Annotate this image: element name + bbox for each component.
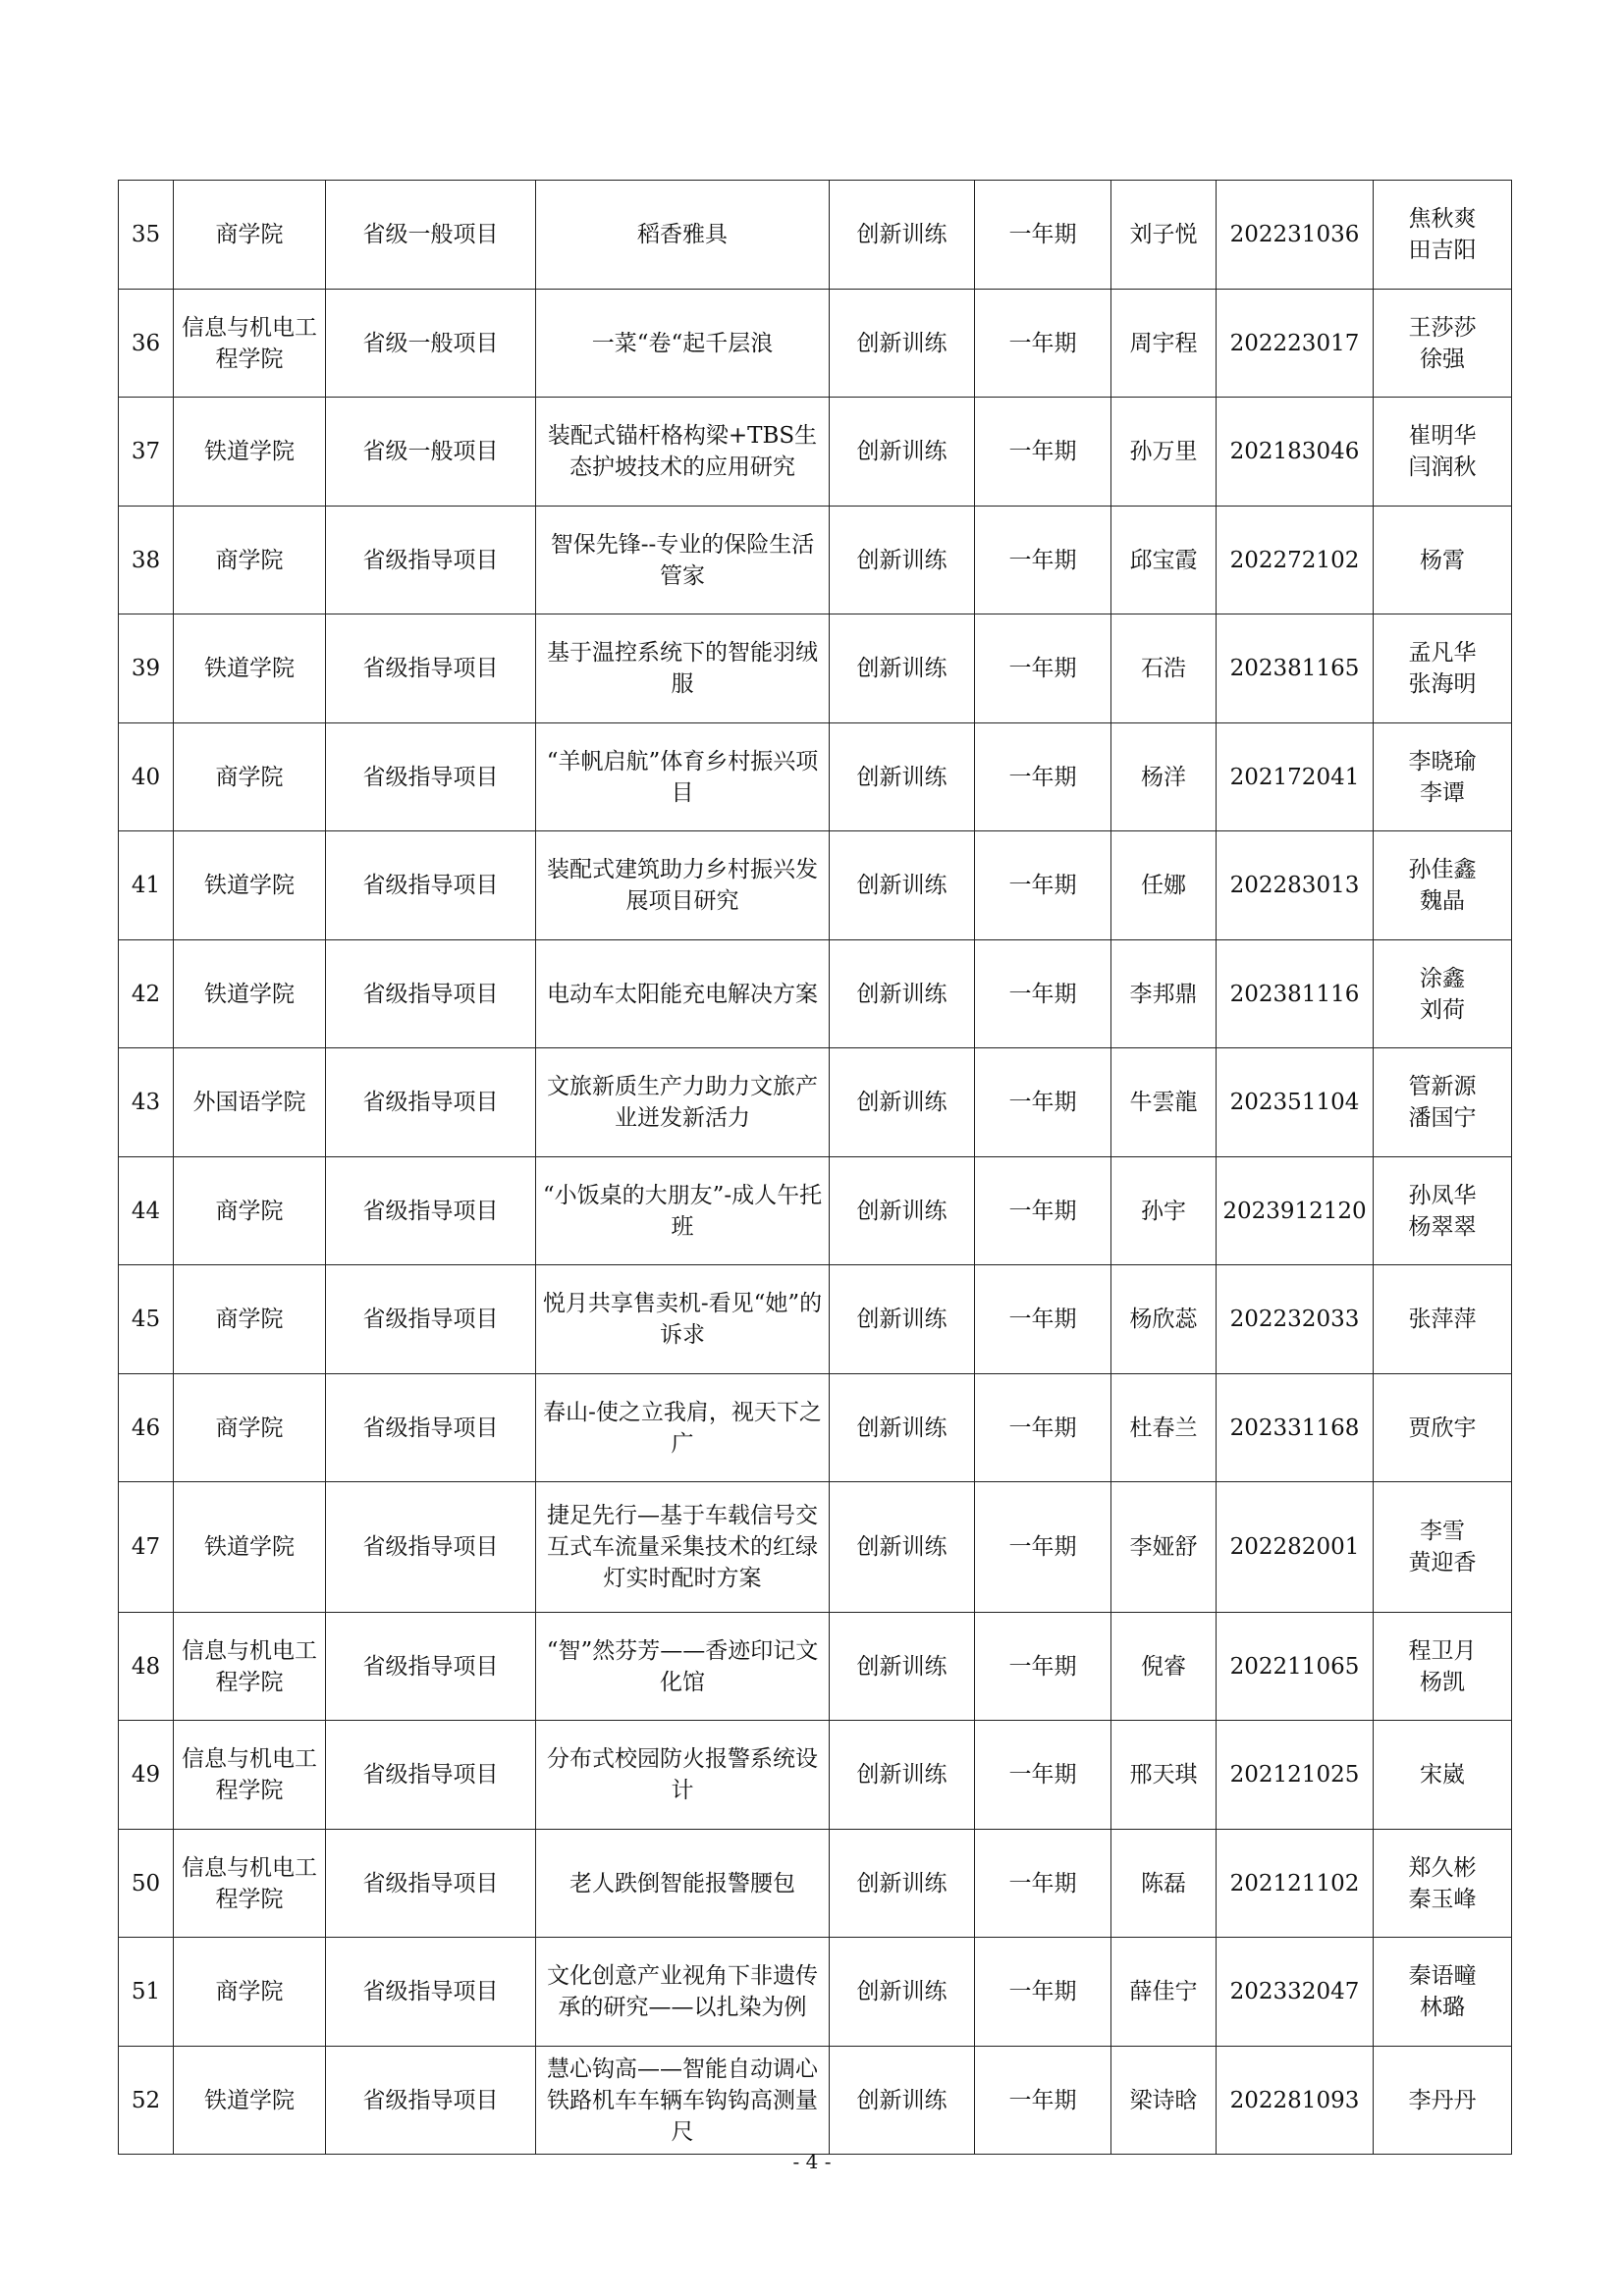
advisor-name: 孙佳鑫 (1408, 857, 1477, 882)
advisors-cell (1374, 1048, 1512, 1157)
advisor-name: 张萍萍 (1408, 1307, 1477, 1332)
project-type-cell: 创新训练 (830, 181, 975, 290)
advisor-name: 程卫月 (1408, 1637, 1477, 1664)
project-level-cell: 省级指导项目 (326, 723, 536, 831)
student-id-cell: 202183046 (1217, 398, 1374, 507)
project-name-cell: 稻香雅具 (536, 181, 830, 290)
project-level-cell: 省级指导项目 (326, 1830, 536, 1938)
project-type-cell: 创新训练 (830, 1613, 975, 1721)
project-type-cell: 创新训练 (830, 614, 975, 723)
leader-name-cell: 陈磊 (1111, 1830, 1217, 1938)
college-cell: 铁道学院 (174, 2047, 326, 2155)
student-id-cell: 202281093 (1217, 2047, 1374, 2155)
project-number-cell: 50 (119, 1830, 174, 1938)
project-type-cell: 创新训练 (830, 1482, 975, 1613)
advisor-name: 涂鑫 (1420, 965, 1465, 991)
project-number-cell: 47 (119, 1482, 174, 1613)
advisors-cell (1374, 507, 1512, 614)
project-level-cell: 省级指导项目 (326, 1374, 536, 1482)
project-type-cell: 创新训练 (830, 1830, 975, 1938)
student-id-cell: 202223017 (1217, 290, 1374, 398)
project-type-cell: 创新训练 (830, 507, 975, 614)
advisor-name: 杨凯 (1420, 1669, 1465, 1695)
college-cell: 外国语学院 (174, 1048, 326, 1157)
project-period-cell: 一年期 (975, 1048, 1111, 1157)
project-number-cell: 42 (119, 940, 174, 1048)
advisors-cell (1374, 940, 1512, 1048)
project-level-cell: 省级指导项目 (326, 1938, 536, 2047)
leader-name-cell: 李娅舒 (1111, 1482, 1217, 1613)
table-row (119, 614, 1512, 723)
project-level-cell: 省级指导项目 (326, 1482, 536, 1613)
project-period-cell: 一年期 (975, 507, 1111, 614)
project-period-cell: 一年期 (975, 1265, 1111, 1374)
project-type-cell: 创新训练 (830, 1157, 975, 1265)
project-name-cell: 慧心钩高——智能自动调心铁路机车车辆车钩钩高测量尺 (536, 2047, 830, 2155)
college-cell: 信息与机电工程学院 (174, 290, 326, 398)
project-name-cell: 春山-使之立我肩，视天下之广 (536, 1374, 830, 1482)
advisor-name: 焦秋爽 (1408, 206, 1477, 232)
table-row (119, 1482, 1512, 1613)
advisors-cell (1374, 1613, 1512, 1721)
advisor-name: 潘国宁 (1408, 1105, 1477, 1131)
leader-name-cell: 李邦鼎 (1111, 940, 1217, 1048)
student-id-cell: 202381116 (1217, 940, 1374, 1048)
table-row (119, 1374, 1512, 1482)
project-type-cell: 创新训练 (830, 1265, 975, 1374)
project-name-cell: 智保先锋--专业的保险生活管家 (536, 507, 830, 614)
leader-name-cell: 倪睿 (1111, 1613, 1217, 1721)
project-number-cell: 46 (119, 1374, 174, 1482)
project-number-cell: 51 (119, 1938, 174, 2047)
college-cell: 铁道学院 (174, 1482, 326, 1613)
project-period-cell: 一年期 (975, 290, 1111, 398)
college-cell: 铁道学院 (174, 398, 326, 507)
advisor-name: 秦语疃 (1408, 1963, 1477, 1989)
advisor-name: 刘荷 (1420, 996, 1465, 1023)
project-level-cell: 省级指导项目 (326, 614, 536, 723)
project-number-cell: 35 (119, 181, 174, 290)
project-name-cell: 分布式校园防火报警系统设计 (536, 1721, 830, 1830)
page-number: - 4 - (792, 2150, 832, 2173)
leader-name-cell: 孙万里 (1111, 398, 1217, 507)
college-cell: 铁道学院 (174, 831, 326, 940)
advisor-name: 田吉阳 (1408, 238, 1477, 263)
project-name-cell: 捷足先行—基于车载信号交互式车流量采集技术的红绿灯实时配时方案 (536, 1482, 830, 1613)
project-name-cell: 老人跌倒智能报警腰包 (536, 1830, 830, 1938)
college-cell: 信息与机电工程学院 (174, 1721, 326, 1830)
project-level-cell: 省级指导项目 (326, 1048, 536, 1157)
leader-name-cell: 杨洋 (1111, 723, 1217, 831)
advisor-name: 李晓瑜 (1408, 748, 1477, 774)
project-level-cell: 省级一般项目 (326, 290, 536, 398)
advisor-name: 秦玉峰 (1408, 1886, 1477, 1912)
advisor-name: 魏晶 (1420, 888, 1465, 914)
advisors-cell (1374, 2047, 1512, 2155)
project-level-cell: 省级一般项目 (326, 181, 536, 290)
advisors-cell (1374, 723, 1512, 831)
project-name-cell: 悦月共享售卖机-看见“她”的诉求 (536, 1265, 830, 1374)
project-type-cell: 创新训练 (830, 1938, 975, 2047)
project-type-cell: 创新训练 (830, 1374, 975, 1482)
table-row (119, 723, 1512, 831)
project-period-cell: 一年期 (975, 1613, 1111, 1721)
advisors-cell (1374, 1938, 1512, 2047)
project-number-cell: 41 (119, 831, 174, 940)
student-id-cell: 202272102 (1217, 507, 1374, 614)
leader-name-cell: 邱宝霞 (1111, 507, 1217, 614)
advisor-name: 管新源 (1408, 1074, 1477, 1099)
student-id-cell: 202231036 (1217, 181, 1374, 290)
project-name-cell: 文化创意产业视角下非遗传承的研究——以扎染为例 (536, 1938, 830, 2047)
project-name-cell: 装配式锚杆格构梁+TBS生态护坡技术的应用研究 (536, 398, 830, 507)
project-name-cell: 电动车太阳能充电解决方案 (536, 940, 830, 1048)
project-level-cell: 省级指导项目 (326, 507, 536, 614)
project-number-cell: 39 (119, 614, 174, 723)
project-number-cell: 49 (119, 1721, 174, 1830)
student-id-cell: 202381165 (1217, 614, 1374, 723)
leader-name-cell: 薛佳宁 (1111, 1938, 1217, 2047)
table-row (119, 290, 1512, 398)
leader-name-cell: 石浩 (1111, 614, 1217, 723)
advisor-name: 崔明华 (1408, 423, 1477, 449)
project-period-cell: 一年期 (975, 723, 1111, 831)
student-id-cell: 202351104 (1217, 1048, 1374, 1157)
advisor-name: 林璐 (1420, 1995, 1465, 2020)
project-table (118, 180, 1512, 2155)
advisor-name: 徐强 (1420, 346, 1465, 372)
advisor-name: 李谭 (1420, 779, 1465, 806)
table-row (119, 1265, 1512, 1374)
table-row (119, 181, 1512, 290)
project-name-cell: 装配式建筑助力乡村振兴发展项目研究 (536, 831, 830, 940)
student-id-cell: 202282001 (1217, 1482, 1374, 1613)
project-period-cell: 一年期 (975, 181, 1111, 290)
advisors-cell (1374, 1721, 1512, 1830)
table-row (119, 398, 1512, 507)
project-level-cell: 省级指导项目 (326, 940, 536, 1048)
project-number-cell: 40 (119, 723, 174, 831)
project-period-cell: 一年期 (975, 1721, 1111, 1830)
project-period-cell: 一年期 (975, 1482, 1111, 1613)
advisor-name: 杨霄 (1420, 547, 1465, 573)
project-number-cell: 38 (119, 507, 174, 614)
project-period-cell: 一年期 (975, 2047, 1111, 2155)
advisor-name: 黄迎香 (1408, 1550, 1477, 1575)
project-type-cell: 创新训练 (830, 723, 975, 831)
project-period-cell: 一年期 (975, 1938, 1111, 2047)
college-cell: 铁道学院 (174, 614, 326, 723)
advisor-name: 李雪 (1420, 1519, 1465, 1544)
project-number-cell: 43 (119, 1048, 174, 1157)
student-id-cell: 202121102 (1217, 1830, 1374, 1938)
advisors-cell (1374, 1374, 1512, 1482)
student-id-cell: 202331168 (1217, 1374, 1374, 1482)
advisor-name: 郑久彬 (1408, 1854, 1477, 1881)
advisor-name: 孟凡华 (1408, 640, 1477, 666)
college-cell: 商学院 (174, 181, 326, 290)
project-period-cell: 一年期 (975, 1830, 1111, 1938)
college-cell: 商学院 (174, 723, 326, 831)
table-row (119, 940, 1512, 1048)
project-level-cell: 省级一般项目 (326, 398, 536, 507)
project-name-cell: “羊帆启航”体育乡村振兴项目 (536, 723, 830, 831)
project-name-cell: “小饭桌的大朋友”-成人午托班 (536, 1157, 830, 1265)
advisors-cell (1374, 1830, 1512, 1938)
college-cell: 商学院 (174, 1374, 326, 1482)
project-type-cell: 创新训练 (830, 940, 975, 1048)
advisors-cell (1374, 1482, 1512, 1613)
leader-name-cell: 邢天琪 (1111, 1721, 1217, 1830)
project-name-cell: 一菜“卷“起千层浪 (536, 290, 830, 398)
project-level-cell: 省级指导项目 (326, 1721, 536, 1830)
advisor-name: 张海明 (1408, 671, 1477, 697)
project-level-cell: 省级指导项目 (326, 831, 536, 940)
advisors-cell (1374, 1265, 1512, 1374)
advisors-cell (1374, 181, 1512, 290)
project-period-cell: 一年期 (975, 831, 1111, 940)
project-name-cell: 基于温控系统下的智能羽绒服 (536, 614, 830, 723)
leader-name-cell: 刘子悦 (1111, 181, 1217, 290)
student-id-cell: 202172041 (1217, 723, 1374, 831)
project-period-cell: 一年期 (975, 1374, 1111, 1482)
student-id-cell: 202232033 (1217, 1265, 1374, 1374)
leader-name-cell: 孙宇 (1111, 1157, 1217, 1265)
project-period-cell: 一年期 (975, 614, 1111, 723)
advisors-cell (1374, 290, 1512, 398)
project-period-cell: 一年期 (975, 1157, 1111, 1265)
advisor-name: 孙凤华 (1408, 1182, 1477, 1208)
table-row (119, 1157, 1512, 1265)
project-number-cell: 45 (119, 1265, 174, 1374)
advisors-cell (1374, 1157, 1512, 1265)
leader-name-cell: 梁诗晗 (1111, 2047, 1217, 2155)
project-type-cell: 创新训练 (830, 290, 975, 398)
college-cell: 信息与机电工程学院 (174, 1830, 326, 1938)
student-id-cell: 2023912120 (1217, 1157, 1374, 1265)
advisor-name: 闫润秋 (1408, 454, 1477, 480)
project-level-cell: 省级指导项目 (326, 2047, 536, 2155)
project-name-cell: 文旅新质生产力助力文旅产业迸发新活力 (536, 1048, 830, 1157)
project-level-cell: 省级指导项目 (326, 1157, 536, 1265)
project-number-cell: 37 (119, 398, 174, 507)
advisor-name: 王莎莎 (1408, 314, 1477, 341)
project-level-cell: 省级指导项目 (326, 1613, 536, 1721)
advisor-name: 李丹丹 (1408, 2087, 1477, 2113)
college-cell: 商学院 (174, 1265, 326, 1374)
project-type-cell: 创新训练 (830, 831, 975, 940)
project-level-cell: 省级指导项目 (326, 1265, 536, 1374)
table-row (119, 831, 1512, 940)
leader-name-cell: 杜春兰 (1111, 1374, 1217, 1482)
table-row (119, 1048, 1512, 1157)
project-period-cell: 一年期 (975, 398, 1111, 507)
student-id-cell: 202211065 (1217, 1613, 1374, 1721)
project-type-cell: 创新训练 (830, 1048, 975, 1157)
table-row (119, 2047, 1512, 2155)
project-period-cell: 一年期 (975, 940, 1111, 1048)
college-cell: 信息与机电工程学院 (174, 1613, 326, 1721)
table-row (119, 1938, 1512, 2047)
project-type-cell: 创新训练 (830, 1721, 975, 1830)
student-id-cell: 202332047 (1217, 1938, 1374, 2047)
college-cell: 商学院 (174, 1938, 326, 2047)
table-row (119, 1721, 1512, 1830)
project-number-cell: 36 (119, 290, 174, 398)
advisor-name: 杨翠翠 (1408, 1213, 1477, 1240)
project-number-cell: 48 (119, 1613, 174, 1721)
table-row (119, 1613, 1512, 1721)
advisors-cell (1374, 398, 1512, 507)
project-number-cell: 52 (119, 2047, 174, 2155)
advisors-cell (1374, 831, 1512, 940)
table-row (119, 1830, 1512, 1938)
project-type-cell: 创新训练 (830, 398, 975, 507)
college-cell: 商学院 (174, 1157, 326, 1265)
table-row (119, 507, 1512, 614)
advisors-cell (1374, 614, 1512, 723)
college-cell: 商学院 (174, 507, 326, 614)
leader-name-cell: 任娜 (1111, 831, 1217, 940)
project-number-cell: 44 (119, 1157, 174, 1265)
student-id-cell: 202283013 (1217, 831, 1374, 940)
project-name-cell: “智”然芬芳——香迹印记文化馆 (536, 1613, 830, 1721)
leader-name-cell: 杨欣蕊 (1111, 1265, 1217, 1374)
advisor-name: 宋崴 (1420, 1762, 1465, 1788)
advisor-name: 贾欣宇 (1408, 1415, 1477, 1441)
leader-name-cell: 牛雲龍 (1111, 1048, 1217, 1157)
leader-name-cell: 周宇程 (1111, 290, 1217, 398)
project-type-cell: 创新训练 (830, 2047, 975, 2155)
college-cell: 铁道学院 (174, 940, 326, 1048)
student-id-cell: 202121025 (1217, 1721, 1374, 1830)
